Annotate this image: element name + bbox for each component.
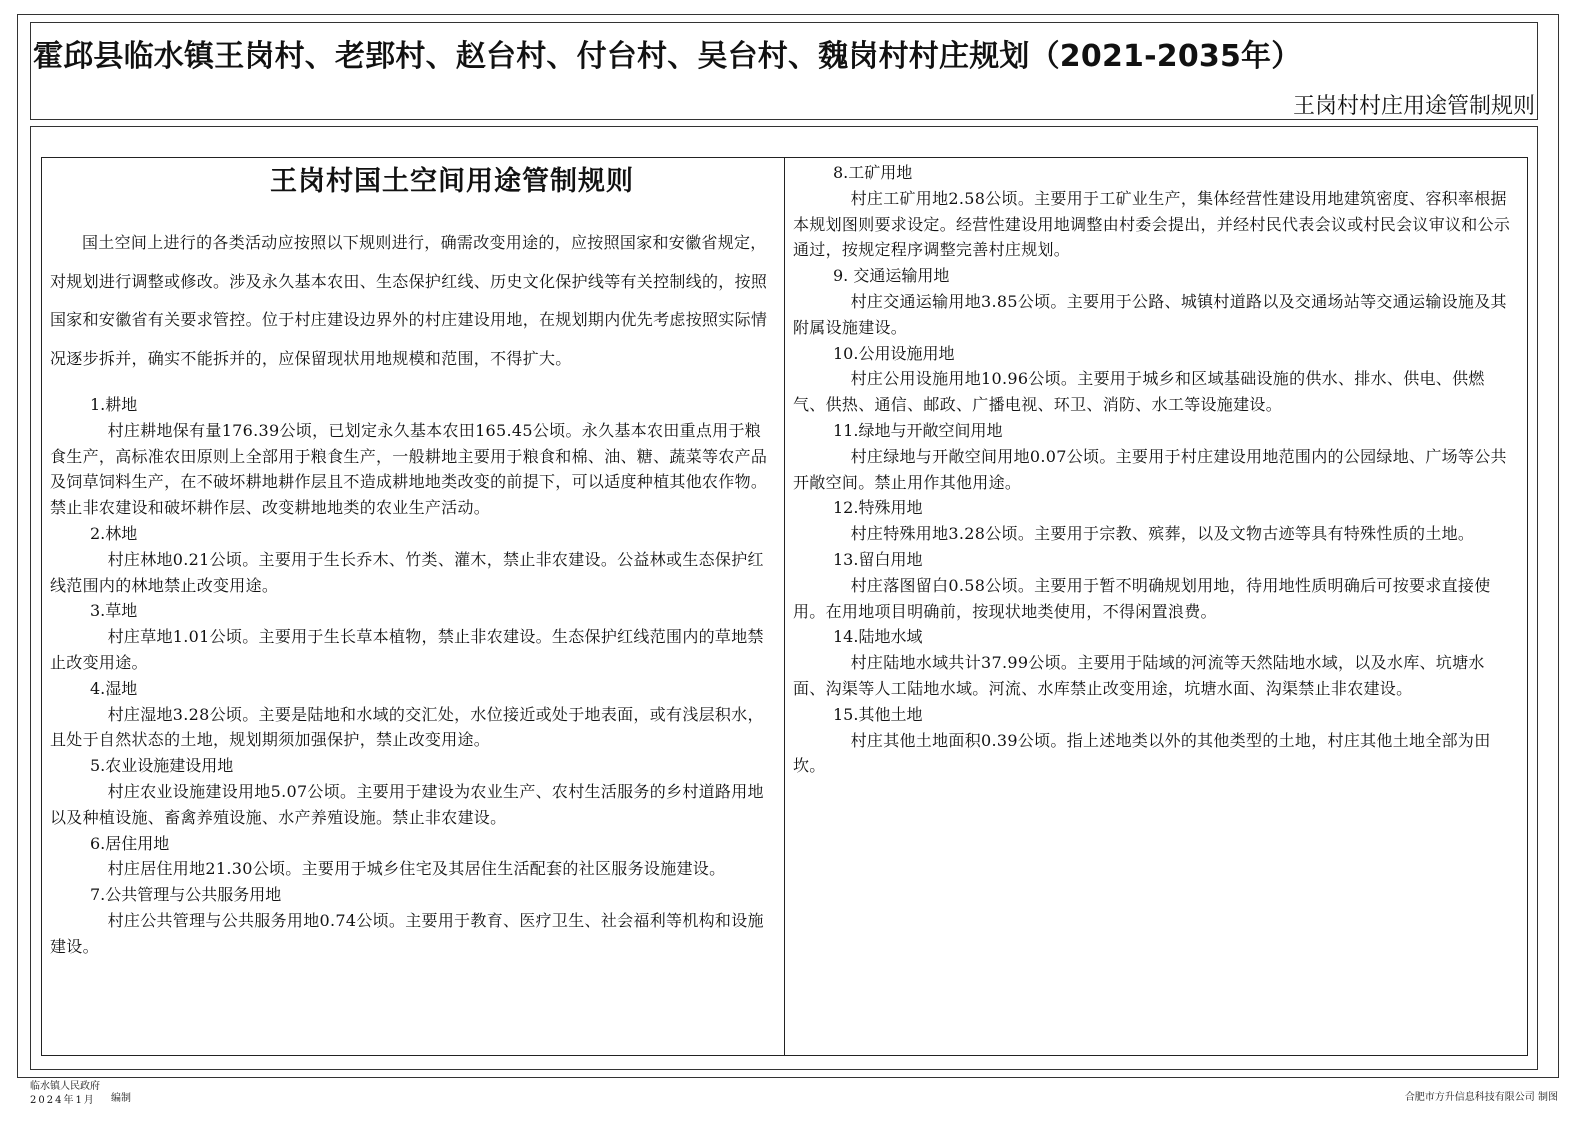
section-land-water-area	[793, 624, 1515, 701]
section-grassland	[50, 598, 774, 675]
section-text: 村庄农业设施建设用地5.07公顷。主要用于建设为农业生产、农村生活服务的乡村道路用地以及种植设施、畜禽养殖设施、水产养殖设施。禁止非农建设。	[50, 781, 764, 827]
footer-org: 临水镇人民政府	[30, 1081, 100, 1092]
section-reserved-land	[793, 547, 1515, 624]
section-special-land	[793, 495, 1515, 547]
section-heading: 15.其他土地	[833, 704, 923, 724]
section-heading: 2.林地	[90, 523, 138, 543]
section-heading: 10.公用设施用地	[833, 343, 955, 363]
section-wetland	[50, 676, 774, 753]
section-public-service-land	[50, 882, 774, 959]
section-text: 村庄草地1.01公顷。主要用于生长草本植物，禁止非农建设。生态保护红线范围内的草地禁止改变用途。	[50, 627, 764, 672]
section-heading: 1.耕地	[90, 395, 138, 414]
section-agricultural-facility-land	[50, 753, 774, 830]
column-divider	[784, 157, 785, 1056]
section-heading: 8.工矿用地	[833, 163, 913, 182]
section-forest-land	[50, 521, 774, 598]
section-green-open-space-land	[793, 418, 1515, 495]
section-text: 村庄其他土地面积0.39公顷。指上述地类以外的其他类型的土地，村庄其他土地全部为田坎。	[793, 730, 1491, 776]
section-text: 村庄陆地水域共计37.99公顷。主要用于陆域的河流等天然陆地水域，以及水库、坑塘水面、沟渠等人工陆地水域。河流、水库禁止改变用途，坑塘水面、沟渠禁止非农建设。	[793, 653, 1485, 698]
section-text: 村庄落图留白0.58公顷。主要用于暂不明确规划用地，待用地性质明确后可按要求直接使用。在用地项目明确前，按现状地类使用，不得闲置浪费。	[793, 575, 1491, 621]
plan-title: 霍邱县临水镇王岗村、老郢村、赵台村、付台村、吴台村、魏岗村村庄规划（2021-2035年）	[33, 39, 1302, 74]
section-transport-land	[793, 263, 1515, 340]
section-text: 村庄林地0.21公顷。主要用于生长乔木、竹类、灌木，禁止非农建设。公益林或生态保护红线范围内的林地禁止改变用途。	[50, 549, 764, 595]
section-heading: 6.居住用地	[90, 833, 170, 853]
section-text: 村庄特殊用地3.28公顷。主要用于宗教、殡葬，以及文物古迹等具有特殊性质的土地。	[850, 524, 1475, 544]
section-utility-land	[793, 341, 1515, 418]
footer-edit-label: 编制	[111, 1093, 131, 1104]
section-text: 村庄公用设施用地10.96公顷。主要用于城乡和区域基础设施的供水、排水、供电、供燃气、供热、通信、邮政、广播电视、环卫、消防、水工等设施建设。	[793, 369, 1485, 415]
section-heading: 7.公共管理与公共服务用地	[90, 885, 282, 905]
section-text: 村庄居住用地21.30公顷。主要用于城乡住宅及其居住生活配套的社区服务设施建设。	[107, 859, 726, 879]
section-heading: 11.绿地与开敞空间用地	[833, 420, 1003, 440]
section-cultivated-land	[50, 392, 774, 521]
section-text: 村庄耕地保有量176.39公顷，已划定永久基本农田165.45公顷。永久基本农田重点用于粮食生产，高标准农田原则上全部用于粮食生产，一般耕地主要用于粮食和棉、油、糖、蔬菜等农产品及饲草饲料生产，在不破坏耕地耕作层且不造成耕地地类改变的前提下，可以适度种植其他农作物。禁止非农建设和破坏耕作层、改变耕地地类的农业生产活动。	[50, 420, 768, 518]
section-text: 村庄交通运输用地3.85公顷。主要用于公路、城镇村道路以及交通场站等交通运输设施及其附属设施建设。	[793, 291, 1507, 337]
left-column	[50, 160, 774, 960]
footer-date: 2024年1月	[30, 1095, 96, 1106]
section-heading: 9. 交通运输用地	[833, 266, 950, 286]
plan-subtitle: 王岗村村庄用途管制规则	[1292, 94, 1535, 119]
section-text: 村庄工矿用地2.58公顷。主要用于工矿业生产，集体经营性建设用地建筑密度、容积率根据本规划图则要求设定。经营性建设用地调整由村委会提出，并经村民代表会议或村民会议审议和公示通过，按规定程序调整完善村庄规划。	[793, 188, 1511, 260]
footer-org-block	[30, 1080, 100, 1108]
section-heading: 12.特殊用地	[833, 498, 923, 518]
rules-title: 王岗村国土空间用途管制规则	[270, 166, 634, 197]
section-heading: 13.留白用地	[833, 549, 923, 569]
section-heading: 5.农业设施建设用地	[90, 756, 234, 776]
header-box	[30, 22, 1538, 120]
section-text: 村庄湿地3.28公顷。主要是陆地和水域的交汇处，水位接近或处于地表面，或有浅层积水，且处于自然状态的土地，规划期须加强保护，禁止改变用途。	[50, 704, 764, 750]
section-heading: 4.湿地	[90, 678, 138, 698]
section-text: 村庄公共管理与公共服务用地0.74公顷。主要用于教育、医疗卫生、社会福利等机构和设施建设。	[50, 910, 764, 956]
section-text: 村庄绿地与开敞空间用地0.07公顷。主要用于村庄建设用地范围内的公园绿地、广场等公共开敞空间。禁止用作其他用途。	[793, 446, 1507, 492]
section-other-land	[793, 702, 1515, 779]
rules-intro: 国土空间上进行的各类活动应按照以下规则进行，确需改变用途的，应按照国家和安徽省规定，对规划进行调整或修改。涉及永久基本农田、生态保护红线、历史文化保护线等有关控制线的，按照国家和安徽省有关要求管控。位于村庄建设边界外的村庄建设用地，在规划期内优先考虑按照实际情况逐步拆并，确实不能拆并的，应保留现状用地规模和范围，不得扩大。	[50, 233, 768, 368]
right-column	[793, 160, 1515, 779]
section-industrial-mining-land	[793, 160, 1515, 263]
section-heading: 3.草地	[90, 601, 138, 621]
section-residential-land	[50, 831, 774, 883]
section-heading: 14.陆地水域	[833, 627, 923, 647]
footer-maker: 合肥市方升信息科技有限公司 制图	[1404, 1092, 1558, 1103]
